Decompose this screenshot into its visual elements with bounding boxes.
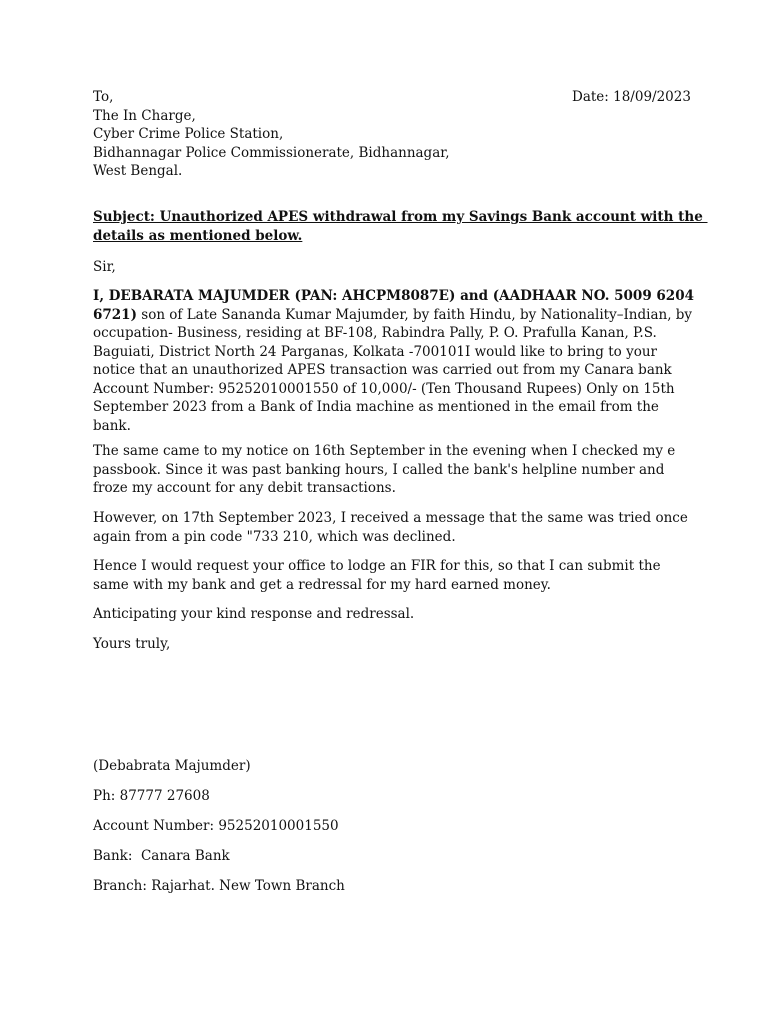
paragraph-line: September 2023 from a Bank of India machine as mentioned in the email from the xyxy=(93,399,659,415)
paragraph-request xyxy=(93,557,743,594)
address-line: West Bengal. xyxy=(93,163,183,179)
paragraph-line: froze my account for any debit transactions. xyxy=(93,480,396,496)
paragraph-notice xyxy=(93,442,743,498)
subject-line: details as mentioned below. xyxy=(93,227,303,244)
paragraph-second-attempt xyxy=(93,509,743,546)
paragraph-line: same with my bank and get a redressal for my hard earned money. xyxy=(93,576,551,593)
paragraph-line: The same came to my notice on 16th September in the evening when I checked my e xyxy=(93,443,676,459)
paragraph-anticipation: Anticipating your kind response and redressal. xyxy=(93,606,415,622)
address-line: To, xyxy=(93,89,114,105)
signatory-phone: Ph: 87777 27608 xyxy=(93,788,210,804)
signatory-account: Account Number: 95252010001550 xyxy=(93,818,339,834)
paragraph-line: passbook. Since it was past banking hours, I called the bank's helpline number and xyxy=(93,461,665,478)
complainant-identity: I, DEBARATA MAJUMDER (PAN: AHCPM8087E) and (AADHAAR NO. 5009 6204 xyxy=(93,288,694,304)
paragraph-line xyxy=(93,287,743,306)
subject-line: Subject: Unauthorized APES withdrawal from my Savings Bank account with the xyxy=(93,209,708,225)
letter-subject xyxy=(93,208,718,245)
address-line: Bidhannagar Police Commissionerate, Bidhannagar, xyxy=(93,144,450,161)
paragraph-line: occupation- Business, residing at BF-108, Rabindra Pally, P. O. Prafulla Kanan, P.S. xyxy=(93,325,657,341)
letter-date: Date: 18/09/2023 xyxy=(572,89,691,105)
salutation: Sir, xyxy=(93,259,116,275)
signatory-branch: Branch: Rajarhat. New Town Branch xyxy=(93,878,345,894)
complainant-identity-cont: 6721) xyxy=(93,306,137,323)
paragraph-complaint xyxy=(93,287,743,435)
signatory-name: (Debabrata Majumder) xyxy=(93,758,251,774)
paragraph-line: notice that an unauthorized APES transaction was carried out from my Canara bank xyxy=(93,362,672,378)
paragraph-line: Baguiati, District North 24 Parganas, Kolkata -700101I would like to bring to your xyxy=(93,343,657,360)
address-line: Cyber Crime Police Station, xyxy=(93,126,284,142)
recipient-address xyxy=(93,88,553,181)
closing: Yours truly, xyxy=(93,636,171,652)
signatory-bank: Bank: Canara Bank xyxy=(93,848,230,864)
paragraph-line: However, on 17th September 2023, I received a message that the same was tried once xyxy=(93,510,688,526)
paragraph-line: Hence I would request your office to lodge an FIR for this, so that I can submit the xyxy=(93,558,661,574)
paragraph-text: son of Late Sananda Kumar Majumder, by faith Hindu, by Nationality–Indian, by xyxy=(136,306,693,323)
address-line: The In Charge, xyxy=(93,107,196,124)
paragraph-line: Account Number: 95252010001550 of 10,000/- (Ten Thousand Rupees) Only on 15th xyxy=(93,380,675,397)
paragraph-line xyxy=(93,306,743,325)
paragraph-line: again from a pin code "733 210, which was declined. xyxy=(93,528,456,545)
paragraph-line: bank. xyxy=(93,417,131,434)
